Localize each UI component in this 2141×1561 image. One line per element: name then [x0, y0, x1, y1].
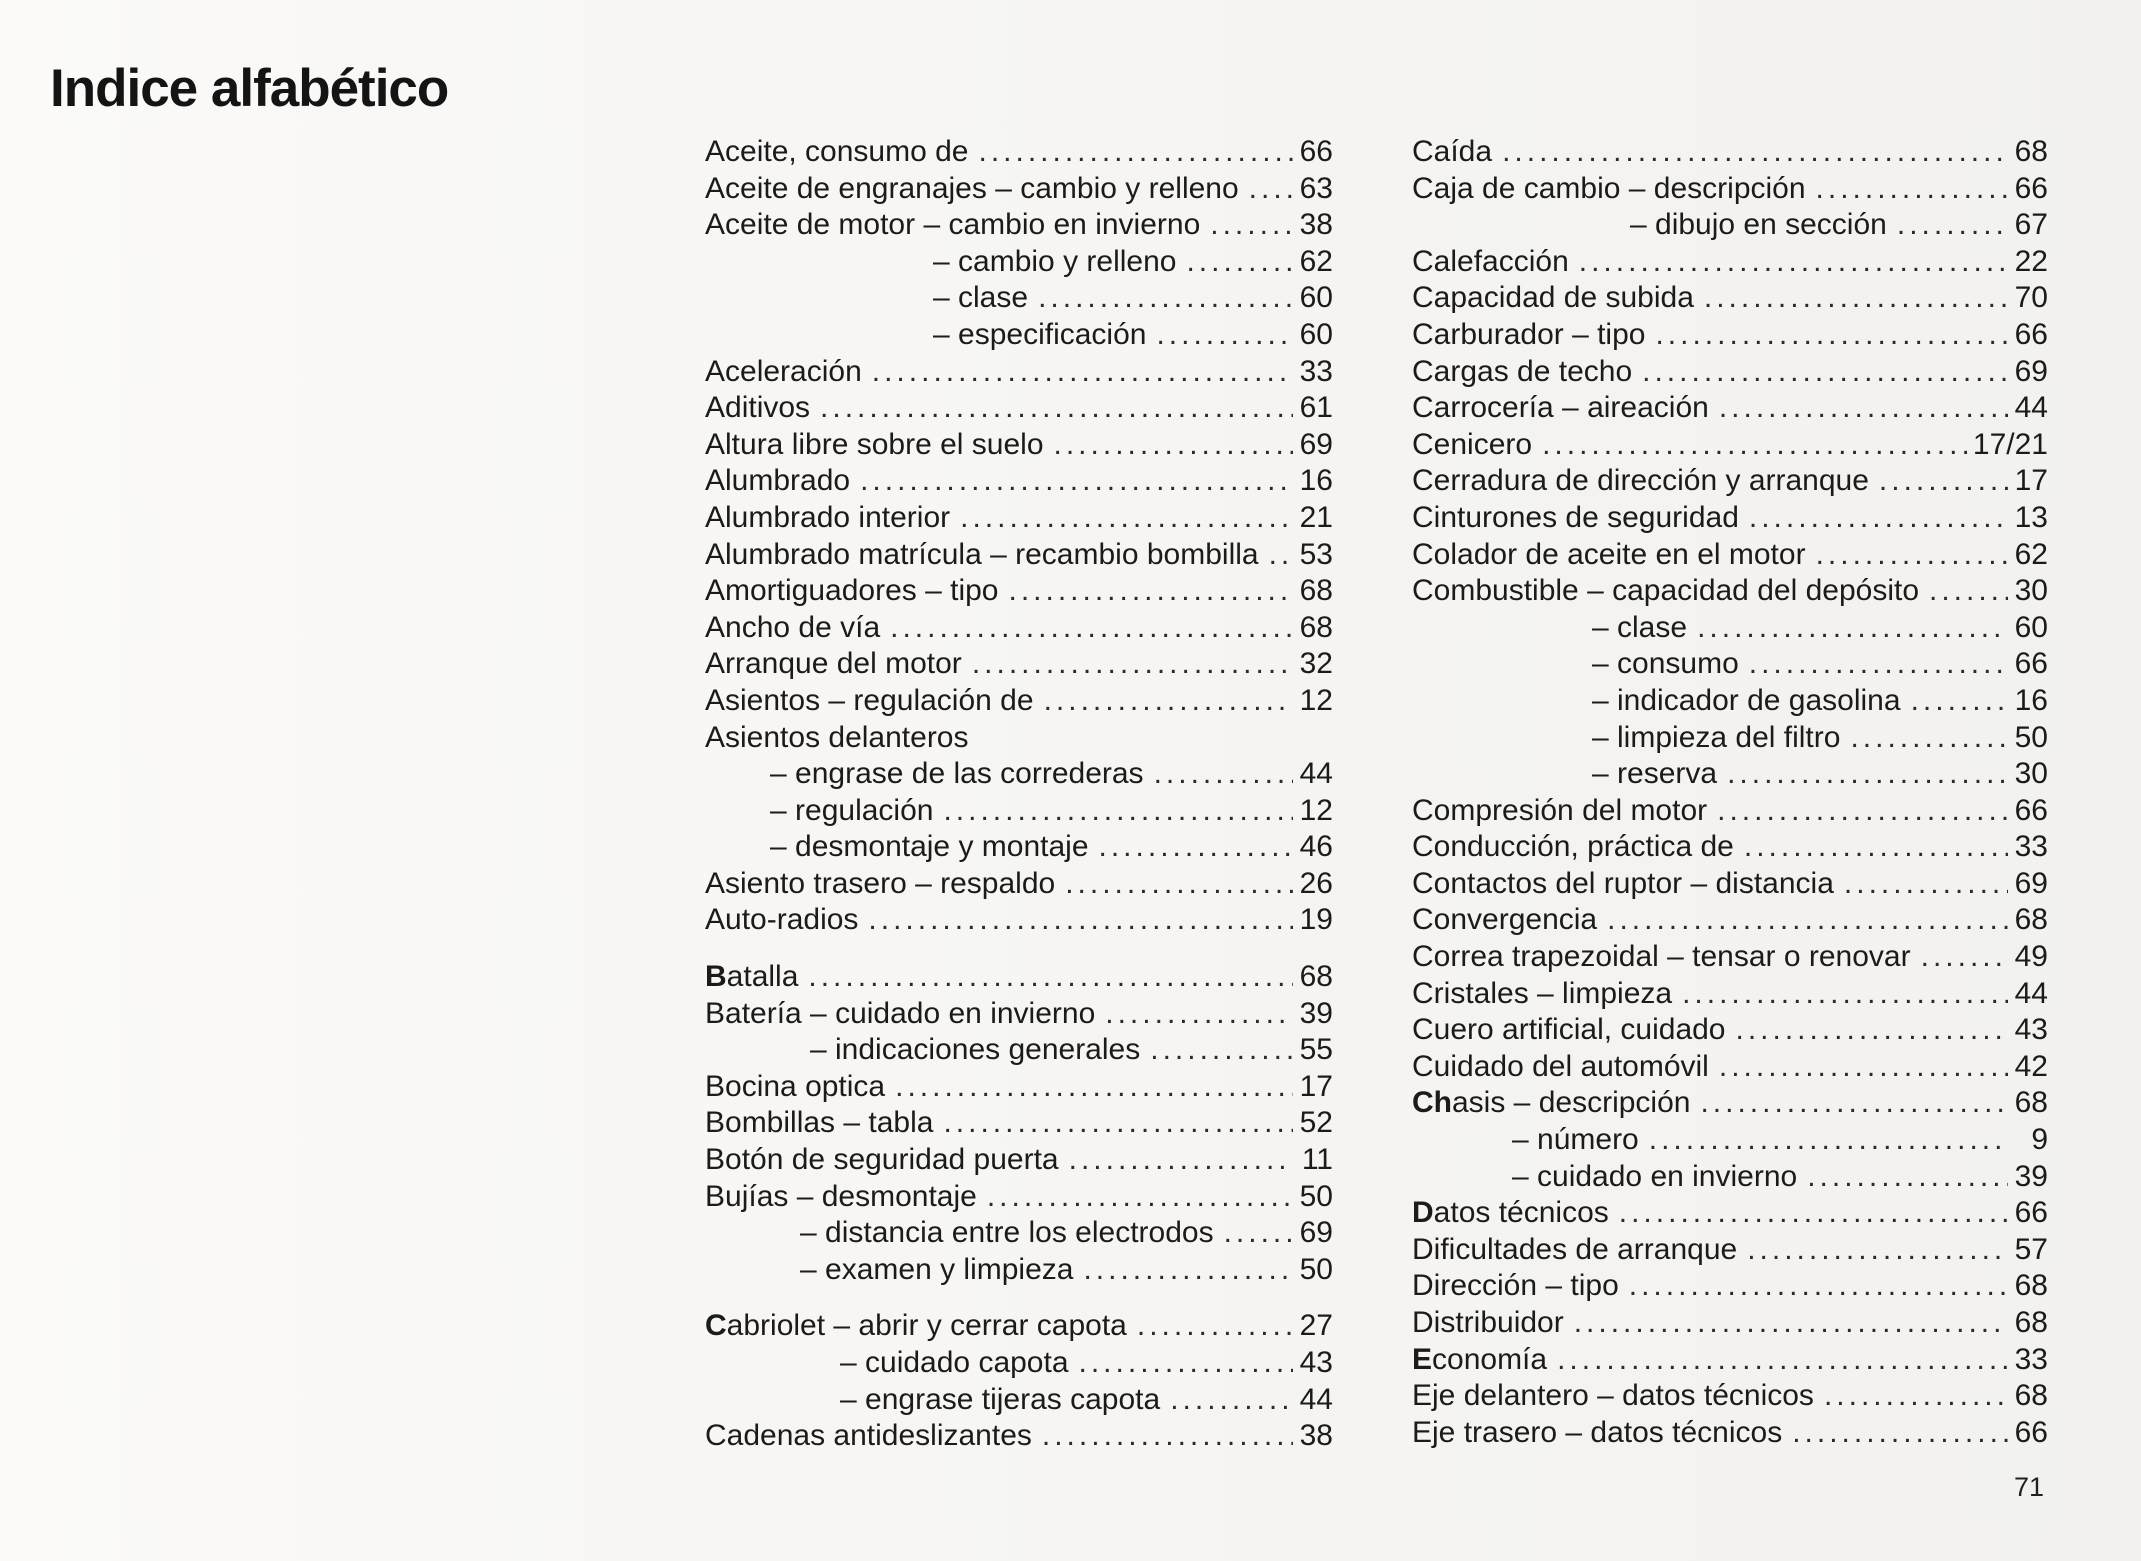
index-entry-page: 27 — [1299, 1309, 1333, 1343]
dot-leader — [1816, 171, 2008, 208]
index-entry-label: Cuidado del automóvil — [1412, 1049, 1709, 1083]
index-entry — [705, 1345, 1333, 1382]
index-entry-label: Cabriolet – abrir y cerrar capota — [705, 1309, 1127, 1343]
index-entry-label: Aceite de engranajes – cambio y relleno — [705, 171, 1239, 205]
index-entry-page: 30 — [2014, 757, 2048, 791]
dot-leader — [1921, 939, 2008, 976]
index-entry-label: Alumbrado matrícula – recambio bombilla — [705, 537, 1259, 571]
index-entry — [1412, 1232, 2048, 1269]
dot-leader — [890, 610, 1293, 647]
index-entry-label: Economía — [1412, 1342, 1548, 1376]
index-entry — [1412, 1012, 2048, 1049]
index-entry — [705, 537, 1333, 574]
index-entry-page: 69 — [2014, 354, 2048, 388]
index-entry-label: Capacidad de subida — [1412, 281, 1694, 315]
index-entry-label: Ancho de vía — [705, 610, 881, 644]
dot-leader — [872, 354, 1293, 391]
dot-leader — [1224, 1215, 1293, 1252]
index-entry — [1412, 500, 2048, 537]
index-entry-page: 43 — [2014, 1013, 2048, 1047]
index-entry-label: Dificultades de arranque — [1412, 1232, 1738, 1266]
dot-leader — [1807, 1159, 2008, 1196]
index-entry-label: Dirección – tipo — [1412, 1269, 1619, 1303]
dot-leader — [1749, 500, 2008, 537]
index-entry — [1412, 354, 2048, 391]
index-entry-page: 66 — [2014, 793, 2048, 827]
index-entry — [705, 793, 1333, 830]
index-entry-label: Auto-radios — [705, 903, 859, 937]
index-entry-label: Bocina optica — [705, 1069, 886, 1103]
index-entry-label: Bombillas – tabla — [705, 1106, 934, 1140]
index-entry — [1412, 1342, 2048, 1379]
dot-leader — [820, 390, 1293, 427]
dot-leader — [1042, 1418, 1293, 1455]
dot-leader — [1542, 427, 1967, 464]
index-entry-page: 12 — [1299, 793, 1333, 827]
dot-leader — [1249, 171, 1293, 208]
index-entry — [705, 171, 1333, 208]
index-entry-label: Bujías – desmontaje — [705, 1179, 977, 1213]
index-entry — [1412, 1049, 2048, 1086]
index-entry-label: Cadenas antideslizantes — [705, 1419, 1032, 1453]
index-entry — [705, 1105, 1333, 1142]
index-entry-page: 30 — [2014, 574, 2048, 608]
index-entry-page: 49 — [2014, 940, 2048, 974]
index-entry — [705, 1069, 1333, 1106]
dot-leader — [868, 902, 1293, 939]
dot-leader — [808, 959, 1293, 996]
index-entry-page: 50 — [1299, 1252, 1333, 1286]
dot-leader — [1557, 1342, 2008, 1379]
index-entry-label: – cambio y relleno — [933, 244, 1177, 278]
index-entry-label: Cerradura de dirección y arranque — [1412, 464, 1869, 498]
index-entry — [705, 683, 1333, 720]
index-entry — [1412, 829, 2048, 866]
page-title: Indice alfabético — [50, 59, 449, 118]
index-entry-label: Distribuidor — [1412, 1306, 1564, 1339]
dot-leader — [960, 500, 1293, 537]
index-entry-label: Colador de aceite en el motor — [1412, 537, 1806, 571]
index-entry-label: – consumo — [1592, 647, 1739, 681]
index-entry-label: Cenicero — [1412, 427, 1533, 461]
index-entry-label: Cargas de techo — [1412, 354, 1633, 388]
dot-leader — [1269, 537, 1293, 574]
index-entry-label: Combustible – capacidad del depósito — [1412, 574, 1919, 608]
index-entry — [705, 134, 1333, 171]
index-entry-page: 13 — [2014, 500, 2048, 534]
index-entry — [705, 1032, 1333, 1069]
dot-leader — [1079, 1345, 1293, 1382]
dot-leader — [1727, 756, 2008, 793]
index-entry-label: Arranque del motor — [705, 647, 962, 681]
index-entry-page: 50 — [2014, 720, 2048, 754]
dot-leader — [1844, 866, 2008, 903]
index-entry — [1412, 427, 2048, 464]
index-entry-page: 43 — [1299, 1346, 1333, 1379]
index-entry — [705, 866, 1333, 903]
index-entry-page: 16 — [1299, 464, 1333, 498]
index-entry-label: – engrase tijeras capota — [840, 1382, 1161, 1416]
dot-leader — [1607, 902, 2008, 939]
index-entry — [1412, 902, 2048, 939]
index-entry-label: Datos técnicos — [1412, 1196, 1609, 1230]
dot-leader — [987, 1179, 1293, 1216]
index-entry — [1412, 317, 2048, 354]
dot-leader — [1816, 537, 2008, 574]
index-entry — [1412, 244, 2048, 281]
dot-leader — [1069, 1142, 1293, 1179]
dot-leader — [978, 134, 1293, 171]
dot-leader — [1749, 646, 2008, 683]
dot-leader — [1719, 1049, 2008, 1086]
index-entry — [705, 390, 1333, 427]
dot-leader — [1850, 720, 2008, 757]
index-entry — [705, 244, 1333, 281]
index-entry — [705, 996, 1333, 1033]
dot-leader — [1186, 244, 1293, 281]
index-entry-label: Aditivos — [705, 391, 811, 425]
index-entry — [1412, 573, 2048, 610]
dot-leader — [1719, 390, 2008, 427]
index-entry — [1412, 1122, 2048, 1159]
index-entry — [1412, 134, 2048, 171]
index-entry-label: Cuero artificial, cuidado — [1412, 1013, 1726, 1047]
dot-leader — [1879, 463, 2008, 500]
index-entry-page: 16 — [2014, 683, 2048, 717]
index-entry-page: 57 — [2014, 1232, 2048, 1266]
index-entry-page: 11 — [1301, 1143, 1333, 1177]
dot-leader — [1574, 1305, 2008, 1342]
index-entry-label: Batería – cuidado en invierno — [705, 996, 1096, 1030]
dot-leader — [895, 1069, 1293, 1106]
index-entry-page: 44 — [1299, 757, 1333, 791]
index-entry-page: 66 — [2014, 1415, 2048, 1449]
index-entry — [1412, 866, 2048, 903]
dot-leader — [1704, 280, 2008, 317]
dot-leader — [1824, 1378, 2008, 1415]
index-entry-page: 53 — [1299, 537, 1333, 571]
index-entry — [1412, 976, 2048, 1013]
dot-leader — [1137, 1308, 1293, 1345]
index-entry — [705, 354, 1333, 391]
dot-leader — [1700, 1085, 2008, 1122]
index-entry-page: 68 — [2014, 1379, 2048, 1413]
index-entry-page: 42 — [2014, 1049, 2048, 1083]
dot-leader — [1655, 317, 2008, 354]
index-entry-page: 66 — [1299, 135, 1333, 168]
index-entry-page: 68 — [1299, 574, 1333, 608]
index-entry-page: 62 — [1299, 244, 1333, 278]
dot-leader — [1154, 756, 1293, 793]
index-entry-label: Caja de cambio – descripción — [1412, 171, 1806, 205]
index-entry-page: 66 — [2014, 171, 2048, 205]
index-entry — [705, 1252, 1333, 1289]
dot-leader — [1747, 1232, 2008, 1269]
section-gap — [705, 1288, 1333, 1308]
index-entry — [705, 1418, 1333, 1455]
index-entry-page: 68 — [2014, 135, 2048, 168]
dot-leader — [1792, 1415, 2008, 1452]
index-entry-label: Eje trasero – datos técnicos — [1412, 1415, 1783, 1449]
index-entry — [1412, 207, 2048, 244]
index-entry-page: 38 — [1299, 208, 1333, 242]
index-entry-page: 68 — [2014, 1086, 2048, 1120]
index-entry-label: Aceleración — [705, 354, 862, 388]
index-entry-label: – reserva — [1592, 757, 1718, 791]
index-entry-page: 33 — [2014, 1342, 2048, 1376]
index-entry — [705, 959, 1333, 996]
index-entry-page: 68 — [2014, 903, 2048, 937]
dot-leader — [1897, 207, 2008, 244]
index-entry — [1412, 1378, 2048, 1415]
dot-leader — [1649, 1122, 2008, 1159]
dot-leader — [1642, 354, 2008, 391]
index-entry-label: – distancia entre los electrodos — [800, 1216, 1214, 1250]
index-entry-page: 69 — [2014, 866, 2048, 900]
dot-leader — [1150, 1032, 1293, 1069]
index-entry-label: Alumbrado — [705, 464, 851, 498]
index-entry-page: 61 — [1299, 391, 1333, 425]
index-entry — [705, 1382, 1333, 1419]
index-entry — [705, 756, 1333, 793]
index-entry-page: 66 — [2014, 647, 2048, 681]
dot-leader — [1911, 683, 2008, 720]
index-entry-label: – cuidado en invierno — [1512, 1159, 1798, 1193]
index-entry-page: 60 — [2014, 610, 2048, 644]
index-entry — [705, 1308, 1333, 1345]
dot-leader — [860, 463, 1293, 500]
dot-leader — [1099, 829, 1293, 866]
index-entry-page: 60 — [1299, 281, 1333, 315]
index-entry-page: 39 — [2014, 1159, 2048, 1193]
index-entry-label: Carrocería – aireación — [1412, 391, 1709, 425]
index-entry-page: 66 — [2014, 1196, 2048, 1230]
index-entry-label: Compresión del motor — [1412, 793, 1708, 827]
index-entry-page: 62 — [2014, 537, 2048, 571]
index-entry — [1412, 610, 2048, 647]
index-entry — [1412, 463, 2048, 500]
index-entry — [705, 1179, 1333, 1216]
index-entry-label: Asiento trasero – respaldo — [705, 866, 1056, 900]
index-entry — [1412, 939, 2048, 976]
index-entry — [1412, 1195, 2048, 1232]
index-entry-page: 17 — [1299, 1069, 1333, 1103]
index-entry-label: – indicador de gasolina — [1592, 683, 1901, 717]
index-entry-label: – indicaciones generales — [810, 1033, 1141, 1067]
dot-leader — [1736, 1012, 2009, 1049]
index-entry — [1412, 1268, 2048, 1305]
index-entry-page: 63 — [1299, 171, 1333, 205]
index-entry-label: – limpieza del filtro — [1592, 720, 1841, 754]
dot-leader — [1697, 610, 2008, 647]
index-entry-page: 60 — [1299, 317, 1333, 351]
index-entry-page: 9 — [2031, 1123, 2048, 1157]
dot-leader — [943, 793, 1293, 830]
index-entry — [705, 427, 1333, 464]
index-entry-page: 19 — [1299, 903, 1333, 937]
index-entry — [1412, 390, 2048, 427]
dot-leader — [1105, 996, 1293, 1033]
dot-leader — [1744, 829, 2008, 866]
dot-leader — [1009, 573, 1294, 610]
dot-leader — [1083, 1252, 1293, 1289]
index-entry — [1412, 1085, 2048, 1122]
index-entry — [705, 463, 1333, 500]
index-entry-label: Cristales – limpieza — [1412, 976, 1673, 1010]
index-entry — [1412, 793, 2048, 830]
index-entry — [1412, 683, 2048, 720]
section-gap — [705, 939, 1333, 959]
index-entry — [705, 207, 1333, 244]
index-entry-label: Amortiguadores – tipo — [705, 574, 999, 608]
index-entry-page: 68 — [1299, 960, 1333, 994]
index-entry-label: Cinturones de seguridad — [1412, 500, 1739, 534]
index-entry — [705, 610, 1333, 647]
dot-leader — [1619, 1195, 2008, 1232]
dot-leader — [1579, 244, 2008, 281]
index-entry-page: 33 — [1299, 354, 1333, 388]
index-entry-label: Convergencia — [1412, 903, 1598, 937]
index-entry-label: Contactos del ruptor – distancia — [1412, 866, 1834, 900]
dot-leader — [1682, 976, 2008, 1013]
index-entry-label: Aceite de motor – cambio en invierno — [705, 208, 1201, 242]
dot-leader — [1054, 427, 1293, 464]
dot-leader — [1210, 207, 1293, 244]
dot-leader — [1156, 317, 1293, 354]
index-entry-page: 68 — [1299, 610, 1333, 644]
index-entry-label: Calefacción — [1412, 244, 1569, 278]
index-entry-label: – examen y limpieza — [800, 1252, 1074, 1286]
index-entry-label: Altura libre sobre el suelo — [705, 427, 1044, 461]
index-entry-label: Eje delantero – datos técnicos — [1412, 1379, 1814, 1413]
index-entry — [705, 829, 1333, 866]
index-entry-page: 67 — [2014, 208, 2048, 242]
index-entry-page: 44 — [1299, 1382, 1333, 1416]
dot-leader — [1929, 573, 2008, 610]
index-entry-page: 69 — [1299, 427, 1333, 461]
index-column-right — [1412, 134, 2048, 1451]
index-entry-label: Asientos delanteros — [705, 720, 969, 754]
index-entry-page: 46 — [1299, 830, 1333, 864]
index-entry-page: 26 — [1299, 866, 1333, 900]
index-entry-page: 70 — [2014, 281, 2048, 315]
index-entry — [705, 1215, 1333, 1252]
index-column-left — [705, 134, 1333, 1455]
index-entry-page: 55 — [1299, 1033, 1333, 1067]
dot-leader — [1038, 280, 1293, 317]
index-entry-page: 38 — [1299, 1419, 1333, 1453]
index-entry — [1412, 1415, 2048, 1452]
index-entry-label: Botón de seguridad puerta — [705, 1143, 1059, 1177]
page-number: 71 — [2014, 1472, 2045, 1502]
index-entry-page: 68 — [2014, 1306, 2048, 1339]
index-entry — [705, 500, 1333, 537]
dot-leader — [1044, 683, 1293, 720]
index-entry-page: 68 — [2014, 1269, 2048, 1303]
index-entry-page: 66 — [2014, 317, 2048, 351]
index-entry-page: 69 — [1299, 1216, 1333, 1250]
index-entry-page: 33 — [2014, 830, 2048, 864]
index-entry-label: Conducción, práctica de — [1412, 830, 1734, 864]
index-entry-label: – dibujo en sección — [1630, 208, 1887, 242]
index-entry — [705, 317, 1333, 354]
index-entry — [1412, 756, 2048, 793]
index-entry-page: 12 — [1299, 683, 1333, 717]
index-entry-label: Carburador – tipo — [1412, 317, 1646, 351]
index-entry-page: 17/21 — [1972, 427, 2048, 461]
index-entry-label: – clase — [933, 281, 1029, 315]
index-entry — [1412, 720, 2048, 757]
index-entry-page: 39 — [1299, 996, 1333, 1030]
index-entry-label: – cuidado capota — [840, 1346, 1069, 1379]
index-entry-label: Aceite, consumo de — [705, 135, 969, 168]
index-entry — [705, 902, 1333, 939]
index-entry-label: – número — [1512, 1123, 1639, 1157]
dot-leader — [1717, 793, 2008, 830]
index-entry-page: 32 — [1299, 647, 1333, 681]
index-entry-label: – especificación — [933, 317, 1147, 351]
index-entry-label: Caída — [1412, 135, 1493, 168]
index-entry — [705, 646, 1333, 683]
index-entry — [705, 573, 1333, 610]
dot-leader — [972, 646, 1293, 683]
index-entry — [1412, 537, 2048, 574]
index-entry-label: Chasis – descripción — [1412, 1086, 1691, 1120]
dot-leader — [1065, 866, 1293, 903]
index-entry-page: 21 — [1299, 500, 1333, 534]
index-entry-label: – clase — [1592, 610, 1688, 644]
index-entry — [1412, 1159, 2048, 1196]
index-entry — [705, 280, 1333, 317]
index-entry — [1412, 1305, 2048, 1342]
index-entry-label: Correa trapezoidal – tensar o renovar — [1412, 940, 1911, 974]
dot-leader — [1502, 134, 2008, 171]
dot-leader — [1629, 1268, 2008, 1305]
index-entry-page: 52 — [1299, 1106, 1333, 1140]
index-entry — [1412, 280, 2048, 317]
index-entry-page: 50 — [1299, 1179, 1333, 1213]
index-entry-label: – engrase de las correderas — [770, 757, 1144, 791]
index-entry-label: Alumbrado interior — [705, 500, 951, 534]
index-entry-label: – regulación — [770, 793, 934, 827]
dot-leader — [1170, 1382, 1293, 1419]
index-entry-label: Asientos – regulación de — [705, 683, 1034, 717]
dot-leader — [943, 1105, 1293, 1142]
index-entry — [1412, 646, 2048, 683]
index-entry-label: Batalla — [705, 960, 799, 994]
index-entry — [1412, 171, 2048, 208]
index-entry — [705, 1142, 1333, 1179]
index-entry-page: 44 — [2014, 976, 2048, 1010]
index-entry-page: 17 — [2014, 464, 2048, 498]
index-entry-page: 44 — [2014, 391, 2048, 425]
index-entry — [705, 720, 1333, 757]
index-entry-label: – desmontaje y montaje — [770, 830, 1089, 864]
index-entry-page: 22 — [2014, 244, 2048, 278]
